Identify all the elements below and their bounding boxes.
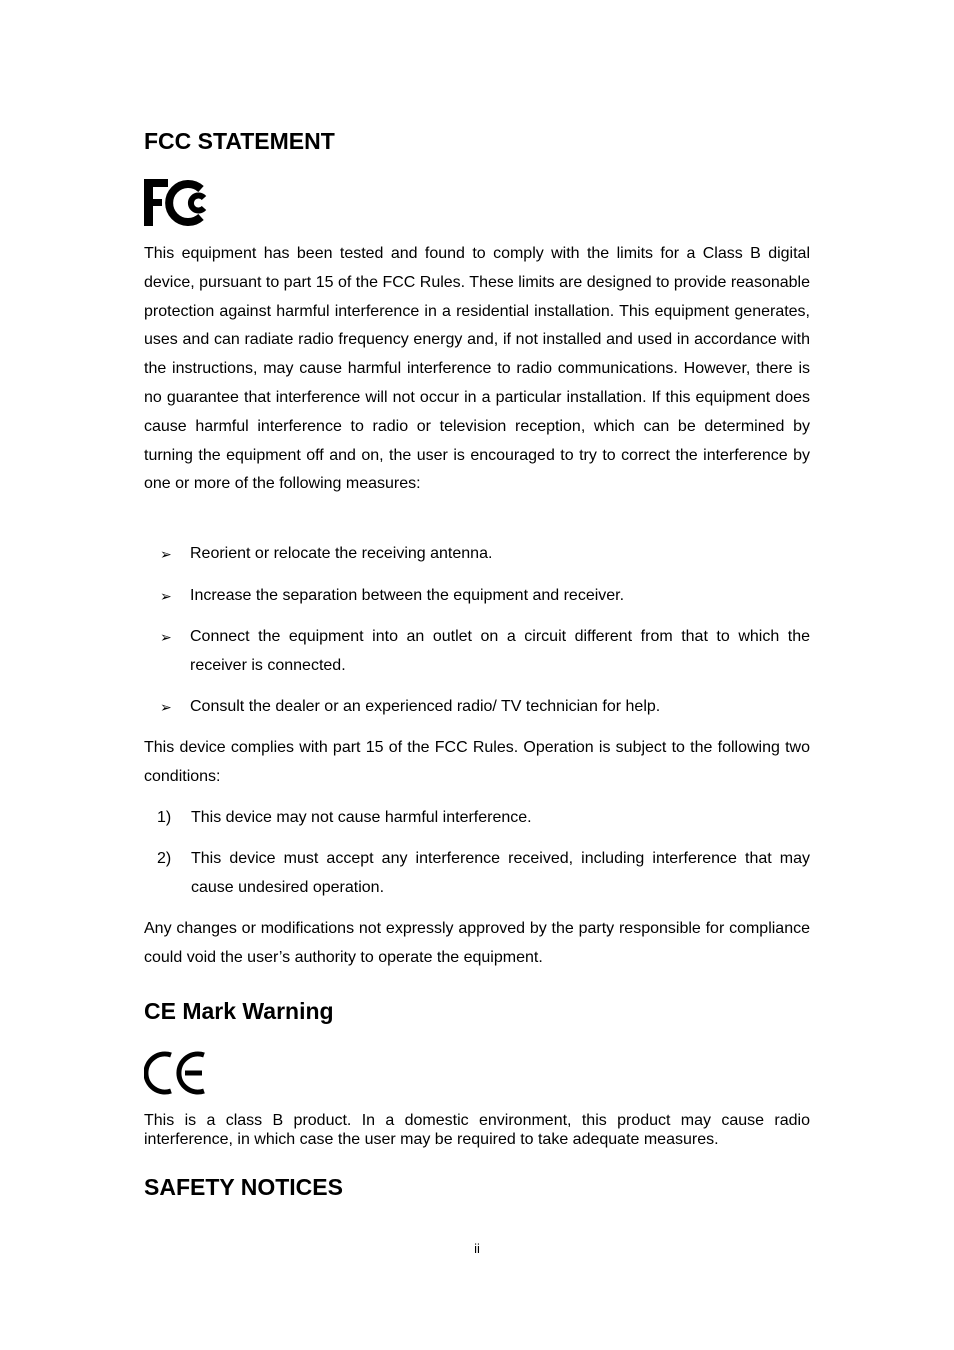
measure-text: Connect the equipment into an outlet on a circuit different from that to which the receiver is connected.	[190, 628, 810, 674]
arrow-bullet-icon: ➢	[160, 629, 172, 645]
ce-warning-paragraph: This is a class B product. In a domestic environment, this product may cause radio interference, in which case the user may be required to take adequate measures.	[144, 1112, 810, 1148]
ce-heading: CE Mark Warning	[144, 998, 334, 1024]
list-number: 2)	[157, 850, 172, 867]
fcc-intro-paragraph: This equipment has been tested and found to comply with the limits for a Class B digital device, pursuant to part 15 of the FCC Rules. These limits are designed to provide reasonable protection against harmful interference in a residential installation. This equipment generates, uses and can radiate radio frequency energy and, if not installed and used in accordance with the instructions, may cause harmful interference to radio communications. However, there is no guarantee that interference will not occur in a particular installation. If this equipment does cause harmful interference to radio or television reception, which can be determined by turning the equipment off and on, the user is encouraged to try to correct the interference by one or more of the following measures:	[144, 245, 810, 493]
list-item	[160, 623, 810, 681]
conditions-intro-paragraph: This device complies with part 15 of the FCC Rules. Operation is subject to the following two conditions:	[144, 739, 810, 785]
condition-text: This device may not cause harmful interference.	[191, 809, 532, 826]
arrow-bullet-icon: ➢	[160, 588, 172, 604]
fcc-heading: FCC STATEMENT	[144, 128, 335, 154]
list-item	[160, 540, 810, 569]
arrow-bullet-icon: ➢	[160, 546, 172, 562]
measure-text: Increase the separation between the equipment and receiver.	[190, 587, 625, 604]
condition-text: This device must accept any interference received, including interference that may cause undesired operation.	[191, 850, 810, 896]
list-item	[157, 845, 810, 903]
safety-heading: SAFETY NOTICES	[144, 1174, 343, 1200]
arrow-bullet-icon: ➢	[160, 699, 172, 715]
list-number: 1)	[157, 809, 172, 826]
ce-mark-icon	[144, 1050, 206, 1096]
measure-text: Consult the dealer or an experienced radio/ TV technician for help.	[190, 698, 661, 715]
fcc-logo-icon	[144, 178, 212, 228]
page-number: ii	[474, 1241, 480, 1256]
list-item	[160, 693, 810, 722]
changes-note-paragraph: Any changes or modifications not expressly approved by the party responsible for compliance could void the user’s authority to operate the equipment.	[144, 920, 810, 966]
list-item	[157, 804, 810, 833]
measure-text: Reorient or relocate the receiving antenna.	[190, 545, 493, 562]
list-item	[160, 582, 810, 611]
